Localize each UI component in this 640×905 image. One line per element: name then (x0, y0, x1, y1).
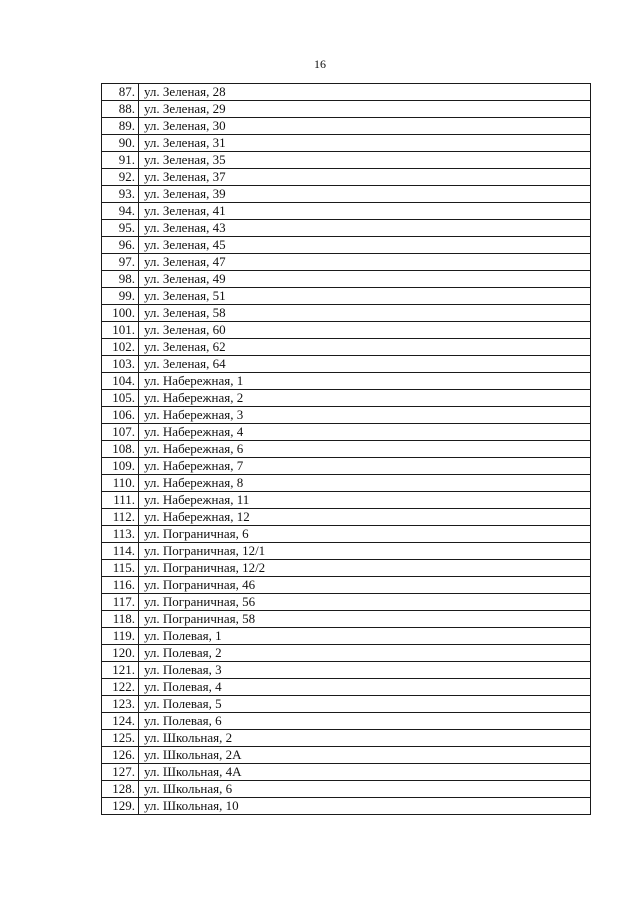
row-address: ул. Зеленая, 64 (139, 356, 591, 373)
table-row (102, 526, 591, 543)
address-table-body (102, 84, 591, 815)
row-number: 105. (102, 390, 139, 407)
row-address: ул. Зеленая, 49 (139, 271, 591, 288)
row-number: 94. (102, 203, 139, 220)
table-row (102, 118, 591, 135)
table-row (102, 594, 591, 611)
row-number: 111. (102, 492, 139, 509)
row-address: ул. Зеленая, 43 (139, 220, 591, 237)
row-number: 115. (102, 560, 139, 577)
table-row (102, 203, 591, 220)
row-number: 110. (102, 475, 139, 492)
row-number: 89. (102, 118, 139, 135)
row-address: ул. Зеленая, 28 (139, 84, 591, 101)
row-number: 103. (102, 356, 139, 373)
address-table (101, 83, 591, 815)
row-number: 123. (102, 696, 139, 713)
row-number: 101. (102, 322, 139, 339)
row-number: 106. (102, 407, 139, 424)
row-number: 87. (102, 84, 139, 101)
table-row (102, 747, 591, 764)
row-number: 113. (102, 526, 139, 543)
table-row (102, 356, 591, 373)
table-row (102, 424, 591, 441)
row-address: ул. Набережная, 2 (139, 390, 591, 407)
row-address: ул. Зеленая, 37 (139, 169, 591, 186)
row-number: 129. (102, 798, 139, 815)
row-number: 126. (102, 747, 139, 764)
row-number: 128. (102, 781, 139, 798)
table-row (102, 475, 591, 492)
table-row (102, 764, 591, 781)
table-row (102, 458, 591, 475)
table-row (102, 781, 591, 798)
table-row (102, 696, 591, 713)
row-address: ул. Пограничная, 6 (139, 526, 591, 543)
row-address: ул. Школьная, 10 (139, 798, 591, 815)
table-row (102, 271, 591, 288)
row-address: ул. Набережная, 12 (139, 509, 591, 526)
row-address: ул. Пограничная, 46 (139, 577, 591, 594)
table-row (102, 254, 591, 271)
row-address: ул. Зеленая, 41 (139, 203, 591, 220)
table-row (102, 288, 591, 305)
row-number: 122. (102, 679, 139, 696)
row-number: 125. (102, 730, 139, 747)
row-address: ул. Зеленая, 51 (139, 288, 591, 305)
table-row (102, 798, 591, 815)
row-number: 127. (102, 764, 139, 781)
row-address: ул. Зеленая, 62 (139, 339, 591, 356)
row-address: ул. Набережная, 1 (139, 373, 591, 390)
row-number: 92. (102, 169, 139, 186)
table-row (102, 679, 591, 696)
row-address: ул. Зеленая, 29 (139, 101, 591, 118)
table-row (102, 84, 591, 101)
table-row (102, 237, 591, 254)
row-number: 117. (102, 594, 139, 611)
row-number: 98. (102, 271, 139, 288)
row-address: ул. Школьная, 6 (139, 781, 591, 798)
row-number: 91. (102, 152, 139, 169)
table-row (102, 543, 591, 560)
row-address: ул. Полевая, 4 (139, 679, 591, 696)
row-address: ул. Зеленая, 60 (139, 322, 591, 339)
table-row (102, 186, 591, 203)
table-row (102, 135, 591, 152)
row-address: ул. Полевая, 6 (139, 713, 591, 730)
table-row (102, 373, 591, 390)
row-address: ул. Зеленая, 35 (139, 152, 591, 169)
table-row (102, 390, 591, 407)
row-number: 124. (102, 713, 139, 730)
row-number: 88. (102, 101, 139, 118)
row-number: 119. (102, 628, 139, 645)
table-row (102, 441, 591, 458)
row-address: ул. Набережная, 11 (139, 492, 591, 509)
row-number: 108. (102, 441, 139, 458)
row-address: ул. Набережная, 7 (139, 458, 591, 475)
table-row (102, 509, 591, 526)
table-row (102, 101, 591, 118)
row-address: ул. Зеленая, 39 (139, 186, 591, 203)
row-number: 118. (102, 611, 139, 628)
row-address: ул. Школьная, 2А (139, 747, 591, 764)
row-address: ул. Полевая, 2 (139, 645, 591, 662)
table-row (102, 662, 591, 679)
table-row (102, 560, 591, 577)
table-row (102, 730, 591, 747)
table-row (102, 645, 591, 662)
row-address: ул. Набережная, 4 (139, 424, 591, 441)
row-address: ул. Зеленая, 45 (139, 237, 591, 254)
row-number: 114. (102, 543, 139, 560)
row-address: ул. Пограничная, 12/2 (139, 560, 591, 577)
row-number: 97. (102, 254, 139, 271)
row-number: 90. (102, 135, 139, 152)
table-row (102, 611, 591, 628)
row-address: ул. Полевая, 5 (139, 696, 591, 713)
table-row (102, 628, 591, 645)
row-number: 107. (102, 424, 139, 441)
row-address: ул. Зеленая, 31 (139, 135, 591, 152)
row-number: 112. (102, 509, 139, 526)
row-number: 104. (102, 373, 139, 390)
table-row (102, 492, 591, 509)
row-number: 116. (102, 577, 139, 594)
row-address: ул. Пограничная, 58 (139, 611, 591, 628)
table-row (102, 339, 591, 356)
row-address: ул. Школьная, 2 (139, 730, 591, 747)
table-row (102, 305, 591, 322)
row-address: ул. Набережная, 3 (139, 407, 591, 424)
row-number: 96. (102, 237, 139, 254)
row-number: 95. (102, 220, 139, 237)
table-row (102, 152, 591, 169)
row-number: 121. (102, 662, 139, 679)
row-address: ул. Полевая, 3 (139, 662, 591, 679)
row-address: ул. Зеленая, 47 (139, 254, 591, 271)
table-row (102, 220, 591, 237)
row-number: 93. (102, 186, 139, 203)
row-address: ул. Зеленая, 30 (139, 118, 591, 135)
row-number: 99. (102, 288, 139, 305)
row-address: ул. Пограничная, 56 (139, 594, 591, 611)
row-number: 100. (102, 305, 139, 322)
row-address: ул. Зеленая, 58 (139, 305, 591, 322)
page-number: 16 (314, 57, 326, 71)
row-number: 120. (102, 645, 139, 662)
table-row (102, 713, 591, 730)
row-address: ул. Набережная, 6 (139, 441, 591, 458)
row-address: ул. Пограничная, 12/1 (139, 543, 591, 560)
table-row (102, 407, 591, 424)
row-address: ул. Школьная, 4А (139, 764, 591, 781)
row-address: ул. Набережная, 8 (139, 475, 591, 492)
table-row (102, 169, 591, 186)
row-number: 109. (102, 458, 139, 475)
table-row (102, 322, 591, 339)
row-address: ул. Полевая, 1 (139, 628, 591, 645)
table-row (102, 577, 591, 594)
row-number: 102. (102, 339, 139, 356)
